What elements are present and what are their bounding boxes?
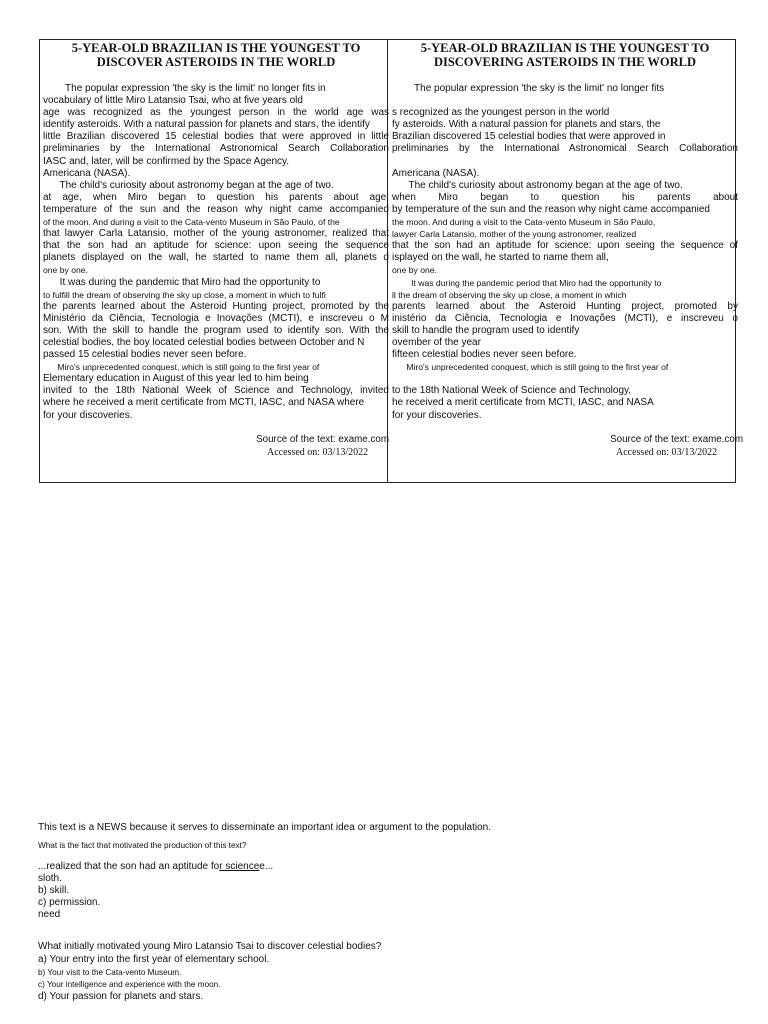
- right-text-line: skill to handle the program used to identify: [392, 324, 580, 336]
- right-text-line: It was during the pandemic period that Miro had the opportunity to: [392, 277, 662, 288]
- left-text-line: Elementary education in August of this year led to him being: [43, 373, 309, 385]
- right-accessed: Accessed on: 03/13/2022: [616, 447, 718, 458]
- right-text-line: by temperature of the sun and the reason why night came accompanied: [392, 203, 710, 215]
- left-body: [43, 83, 389, 422]
- question-3: [38, 861, 273, 873]
- right-text-line: Americana (NASA).: [392, 167, 480, 179]
- right-title: 5-YEAR-OLD BRAZILIAN IS THE YOUNGEST TO DISCOVERING ASTEROIDS IN THE WORLD: [420, 41, 710, 69]
- right-text-line: for your discoveries.: [392, 409, 482, 421]
- left-accessed: Accessed on: 03/13/2022: [267, 447, 369, 458]
- right-text-line: inistério da Ciência, Tecnologia e Inovações (MCTI), e inscreveu o: [392, 312, 738, 324]
- left-column: [43, 40, 389, 482]
- right-text-line: fy asteroids. With a natural passion for planets and stars, the: [392, 119, 661, 131]
- right-text-line: [392, 373, 738, 385]
- question-3-post: e...: [259, 861, 274, 872]
- question-4-option-b: b) Your visit to the Cata-vento Museum.: [38, 968, 182, 977]
- right-text-line: The child's curiosity about astronomy began at the age of two.: [392, 179, 683, 191]
- right-text-line: The popular expression 'the sky is the limit' no longer fits: [392, 83, 665, 94]
- left-text-line: of the moon. And during a visit to the Cata-vento Museum in São Paulo, of the: [43, 217, 340, 228]
- question-4-option-d: d) Your passion for planets and stars.: [38, 991, 204, 1002]
- left-text-line: identify asteroids. With a natural passion for planets and stars, the identify: [43, 119, 370, 131]
- right-text-line: when Miro began to question his parents about: [392, 191, 738, 203]
- right-text-line: s recognized as the youngest person in the world: [392, 107, 610, 119]
- left-text-line: little Brazilian discovered 15 celestial bodies that were approved in little: [43, 131, 389, 143]
- right-text-line: preliminaries by the International Astronomical Search Collaboration: [392, 143, 738, 155]
- left-text-line: one by one.: [43, 265, 88, 276]
- question-4: What initially motivated young Miro Latansio Tsai to discover celestial bodies?: [38, 941, 382, 952]
- left-text-line: passed 15 celestial bodies never seen before.: [43, 349, 247, 361]
- left-text-line: to fulfill the dream of observing the sky up close, a moment in which to fulfi: [43, 289, 326, 300]
- right-text-line: [392, 95, 738, 107]
- right-text-line: that the son had an aptitude for science: upon seeing the sequence of: [392, 240, 738, 252]
- left-text-line: invited to the 18th National Week of Science and Technology, invited: [43, 385, 389, 397]
- left-text-line: temperature of the sun and the reason why night came accompanied: [43, 203, 389, 215]
- right-text-line: isplayed on the wall, he started to name them all,: [392, 252, 609, 264]
- left-text-line: that lawyer Carla Latansio, mother of the young astronomer, realized that: [43, 228, 389, 240]
- left-text-line: that the son had an aptitude for science: upon seeing the sequence: [43, 240, 389, 252]
- right-text-line: Miro's unprecedented conquest, which is still going to the first year of: [392, 362, 669, 373]
- right-text-line: parents learned about the Asteroid Hunting project, promoted by: [392, 300, 738, 312]
- news-document-box: [39, 39, 743, 483]
- right-text-line: the moon. And during a visit to the Cata-vento Museum in São Paulo,: [392, 217, 656, 228]
- question-3-option-b: b) skill.: [38, 885, 70, 896]
- left-text-line: age was recognized as the youngest person in the world age was: [43, 107, 389, 119]
- left-text-line: IASC and, later, will be confirmed by the Space Agency.: [43, 155, 290, 167]
- question-3-option-d: need: [38, 909, 61, 920]
- left-text-line: Ministério da Ciência, Tecnologia e Inovações (MCTI), e inscreveu o M: [43, 312, 389, 324]
- left-text-line: The child's curiosity about astronomy began at the age of two.: [43, 179, 334, 191]
- right-source: Source of the text: exame.com: [610, 434, 743, 445]
- left-text-line: for your discoveries.: [43, 409, 133, 421]
- left-title: 5-YEAR-OLD BRAZILIAN IS THE YOUNGEST TO DISCOVER ASTEROIDS IN THE WORLD: [71, 41, 361, 69]
- right-text-line: Brazilian discovered 15 celestial bodies that were approved in: [392, 131, 666, 143]
- left-text-line: celestial bodies, the boy located celestial bodies between October and N: [43, 336, 365, 348]
- left-text-line: at age, when Miro began to question his parents about age,: [43, 191, 389, 203]
- left-text-line: Americana (NASA).: [43, 167, 131, 179]
- right-text-line: [392, 156, 738, 168]
- left-text-line: the parents learned about the Asteroid Hunting project, promoted by the: [43, 300, 389, 312]
- left-text-line: preliminaries by the International Astronomical Search Collaboration: [43, 143, 389, 155]
- left-text-line: The popular expression 'the sky is the limit' no longer fits in: [43, 83, 326, 94]
- question-3-pre: ...realized that the son had an aptitude fo: [38, 861, 220, 872]
- left-text-line: son. With the skill to handle the program used to identify son. With the: [43, 324, 389, 336]
- question-3-underlined: r science: [219, 861, 260, 872]
- left-text-line: planets displayed on the wall, he started to name them all, planets d: [43, 252, 389, 264]
- question-1: This text is a NEWS because it serves to disseminate an important idea or argument to the population.: [38, 822, 492, 833]
- right-text-line: he received a merit certificate from MCTI, IASC, and NASA: [392, 397, 654, 409]
- right-text-line: ovember of the year: [392, 336, 481, 348]
- right-text-line: ll the dream of observing the sky up close, a moment in which: [392, 289, 627, 300]
- right-column: [392, 40, 743, 482]
- left-source: Source of the text: exame.com: [256, 434, 389, 445]
- question-4-option-c: c) Your intelligence and experience with the moon.: [38, 980, 221, 989]
- right-body: [392, 83, 738, 422]
- right-text-line: lawyer Carla Latansio, mother of the young astronomer, realized: [392, 229, 637, 240]
- right-text-line: fifteen celestial bodies never seen before.: [392, 349, 577, 361]
- question-2: What is the fact that motivated the production of this text?: [38, 841, 247, 850]
- left-text-line: It was during the pandemic that Miro had the opportunity to: [43, 276, 321, 288]
- left-text-line: where he received a merit certificate from MCTI, IASC, and NASA where: [43, 397, 365, 409]
- left-text-line: Miro's unprecedented conquest, which is still going to the first year of: [43, 362, 320, 373]
- right-text-line: to the 18th National Week of Science and Technology,: [392, 385, 632, 397]
- question-4-option-a: a) Your entry into the first year of elementary school.: [38, 954, 270, 965]
- right-text-line: one by one.: [392, 265, 437, 276]
- left-text-line: vocabulary of little Miro Latansio Tsai, who at five years old: [43, 95, 303, 107]
- question-3-option-c: c) permission.: [38, 897, 101, 908]
- question-3-option-a: sloth.: [38, 873, 62, 884]
